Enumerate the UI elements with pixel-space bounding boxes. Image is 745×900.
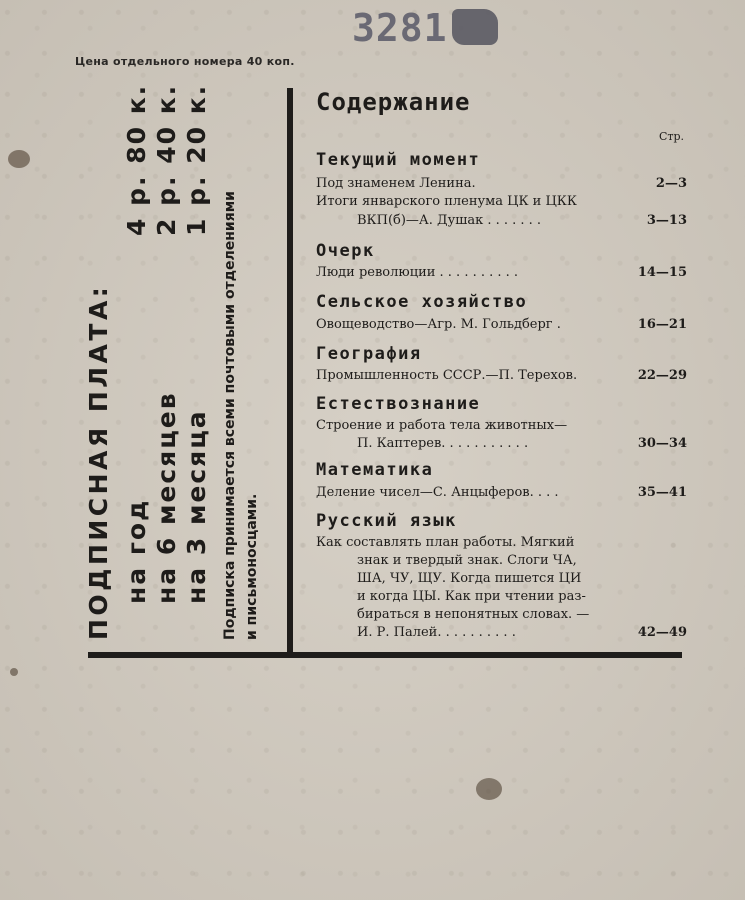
section-heading: Очерк — [316, 241, 375, 261]
toc-line: и когда ЦЫ. Как при чтении раз- — [357, 589, 586, 604]
toc-line: Промышленность СССР.—П. Терехов. 22—29 — [316, 368, 687, 383]
page-column-header: Стр. — [659, 130, 685, 143]
toc-line: П. Каптерев. . . . . . . . . . . 30—34 — [357, 436, 687, 451]
toc-line: Овощеводство—Агр. М. Гольдберг . 16—21 — [316, 317, 687, 332]
vertical-rule — [287, 88, 293, 656]
toc-line: ВКП(б)—А. Душак . . . . . . . 3—13 — [357, 213, 687, 228]
price-note: Цена отдельного номера 40 коп. — [75, 55, 295, 68]
section-heading: География — [316, 344, 422, 364]
section-heading: Текущий момент — [316, 150, 481, 170]
subscription-note: и письмоносцами. — [244, 493, 260, 640]
toc-line: знак и твердый знак. Слоги ЧА, — [357, 553, 577, 568]
section-heading: Математика — [316, 460, 434, 480]
toc-line: Итоги январского пленума ЦК и ЦКК — [316, 194, 577, 209]
toc-line: Как составлять план работы. Мягкий — [316, 535, 575, 550]
toc-title: Содержание — [316, 88, 471, 116]
paper-stain — [476, 778, 502, 800]
paper-stain — [8, 150, 30, 168]
paper-stain — [10, 668, 18, 676]
toc-line: Деление чисел—С. Анцыферов. . . . 35—41 — [316, 485, 687, 500]
toc-line: бираться в непонятных словах. — — [357, 607, 590, 622]
subscription-note: Подписка принимается всеми почтовыми отделениями — [222, 191, 238, 640]
section-heading: Сельское хозяйство — [316, 292, 528, 312]
section-heading: Естествознание — [316, 394, 481, 414]
toc-line: ША, ЧУ, ЩУ. Когда пишется ЦИ — [357, 571, 582, 586]
toc-line: И. Р. Палей. . . . . . . . . . 42—49 — [357, 625, 687, 640]
horizontal-rule — [88, 652, 682, 658]
library-stamp: 3281 — [352, 6, 498, 50]
section-heading: Русский язык — [316, 511, 457, 531]
subscription-title: ПОДПИСНАЯ ПЛАТА: — [84, 283, 113, 640]
toc-line: Строение и работа тела животных— — [316, 418, 568, 433]
toc-line: Люди революции . . . . . . . . . . 14—15 — [316, 265, 687, 280]
toc-line: Под знаменем Ленина. 2—3 — [316, 176, 687, 191]
